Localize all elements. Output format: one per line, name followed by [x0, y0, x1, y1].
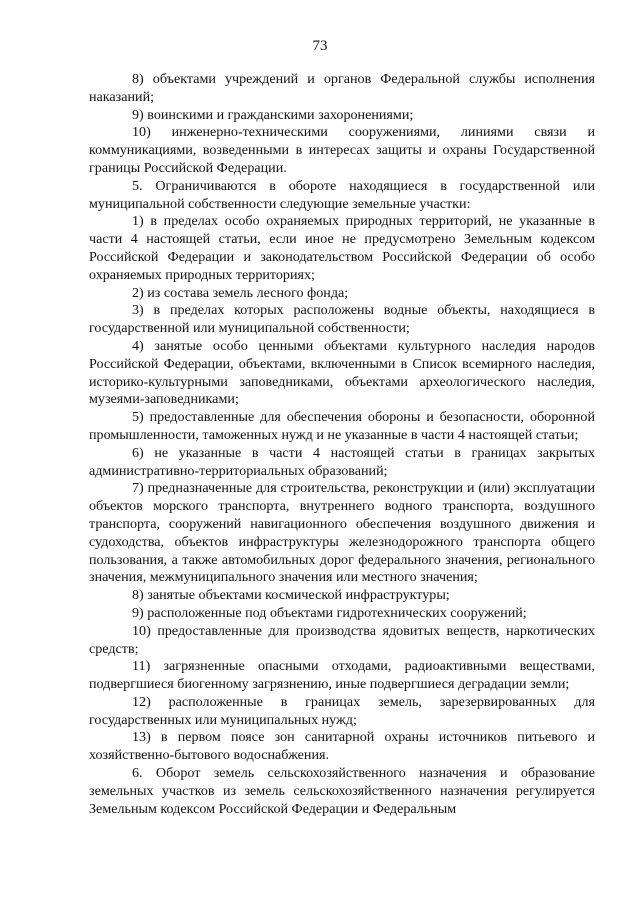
paragraph: 5) предоставленные для обеспечения обороны и безопасности, оборонной промышленности, таможенных нужд и не указанные в части 4 настоящей статьи; [89, 409, 595, 443]
paragraph: 5. Ограничиваются в обороте находящиеся в государственной или муниципальной собственности следующие земельные участки: [89, 177, 595, 212]
paragraph: 9) расположенные под объектами гидротехнических сооружений; [132, 604, 527, 621]
paragraph: 10) предоставленные для производства ядовитых веществ, наркотических средств; [89, 622, 595, 657]
paragraph: 7) предназначенные для строительства, реконструкции и (или) эксплуатации объектов морского транспорта, внутреннего водного транспорта, воздушного транспорта, сооружений навигационного обеспечения воздушного движения и судоходства, объектов инфраструктуры железнодорожного транспорта общего пользования, а также автомобильных дорог федерального значения, регионального значения, межмуниципального значения или местного значения; [89, 480, 595, 586]
paragraph: 4) занятые особо ценными объектами культурного наследия народов Российской Федерации, объектами, включенными в Список всемирного наследия, историко-культурными заповедниками, объектами археологического наследия, музеями-заповедниками; [89, 337, 595, 408]
paragraph: 13) в первом поясе зон санитарной охраны источников питьевого и хозяйственно-бытового водоснабжения. [89, 729, 595, 764]
paragraph: 11) загрязненные опасными отходами, радиоактивными веществами, подвергшиеся биогенному загрязнению, иные подвергшиеся деградации земли; [89, 658, 595, 693]
paragraph: 6. Оборот земель сельскохозяйственного назначения и образование земельных участков из земель сельскохозяйственного назначения регулируется Земельным кодексом Российской Федерации и Федеральным [89, 765, 595, 817]
paragraph: 12) расположенные в границах земель, зарезервированных для государственных или муниципальных нужд; [89, 693, 595, 728]
paragraph: 10) инженерно-техническими сооружениями, линиями связи и коммуникациями, возведенными в интересах защиты и охраны Государственной границы Российской Федерации. [89, 124, 595, 176]
page-number: 73 [312, 38, 328, 54]
paragraph: 9) воинскими и гражданскими захоронениями; [132, 106, 414, 123]
paragraph: 3) в пределах которых расположены водные объекты, находящиеся в государственной или муниципальной собственности; [89, 302, 595, 337]
paragraph: 8) объектами учреждений и органов Федеральной службы исполнения наказаний; [89, 71, 595, 105]
paragraph: 1) в пределах особо охраняемых природных территорий, не указанные в части 4 настоящей статьи, если иное не предусмотрено Земельным кодексом Российской Федерации и законодательством Российской Федерации об особо охраняемых природных территориях; [89, 213, 595, 283]
paragraph: 8) занятые объектами космической инфраструктуры; [132, 587, 450, 604]
paragraph: 6) не указанные в части 4 настоящей статьи в границах закрытых административно-территориальных образований; [89, 444, 595, 479]
paragraph: 2) из состава земель лесного фонда; [132, 284, 349, 301]
document-body [89, 71, 595, 818]
